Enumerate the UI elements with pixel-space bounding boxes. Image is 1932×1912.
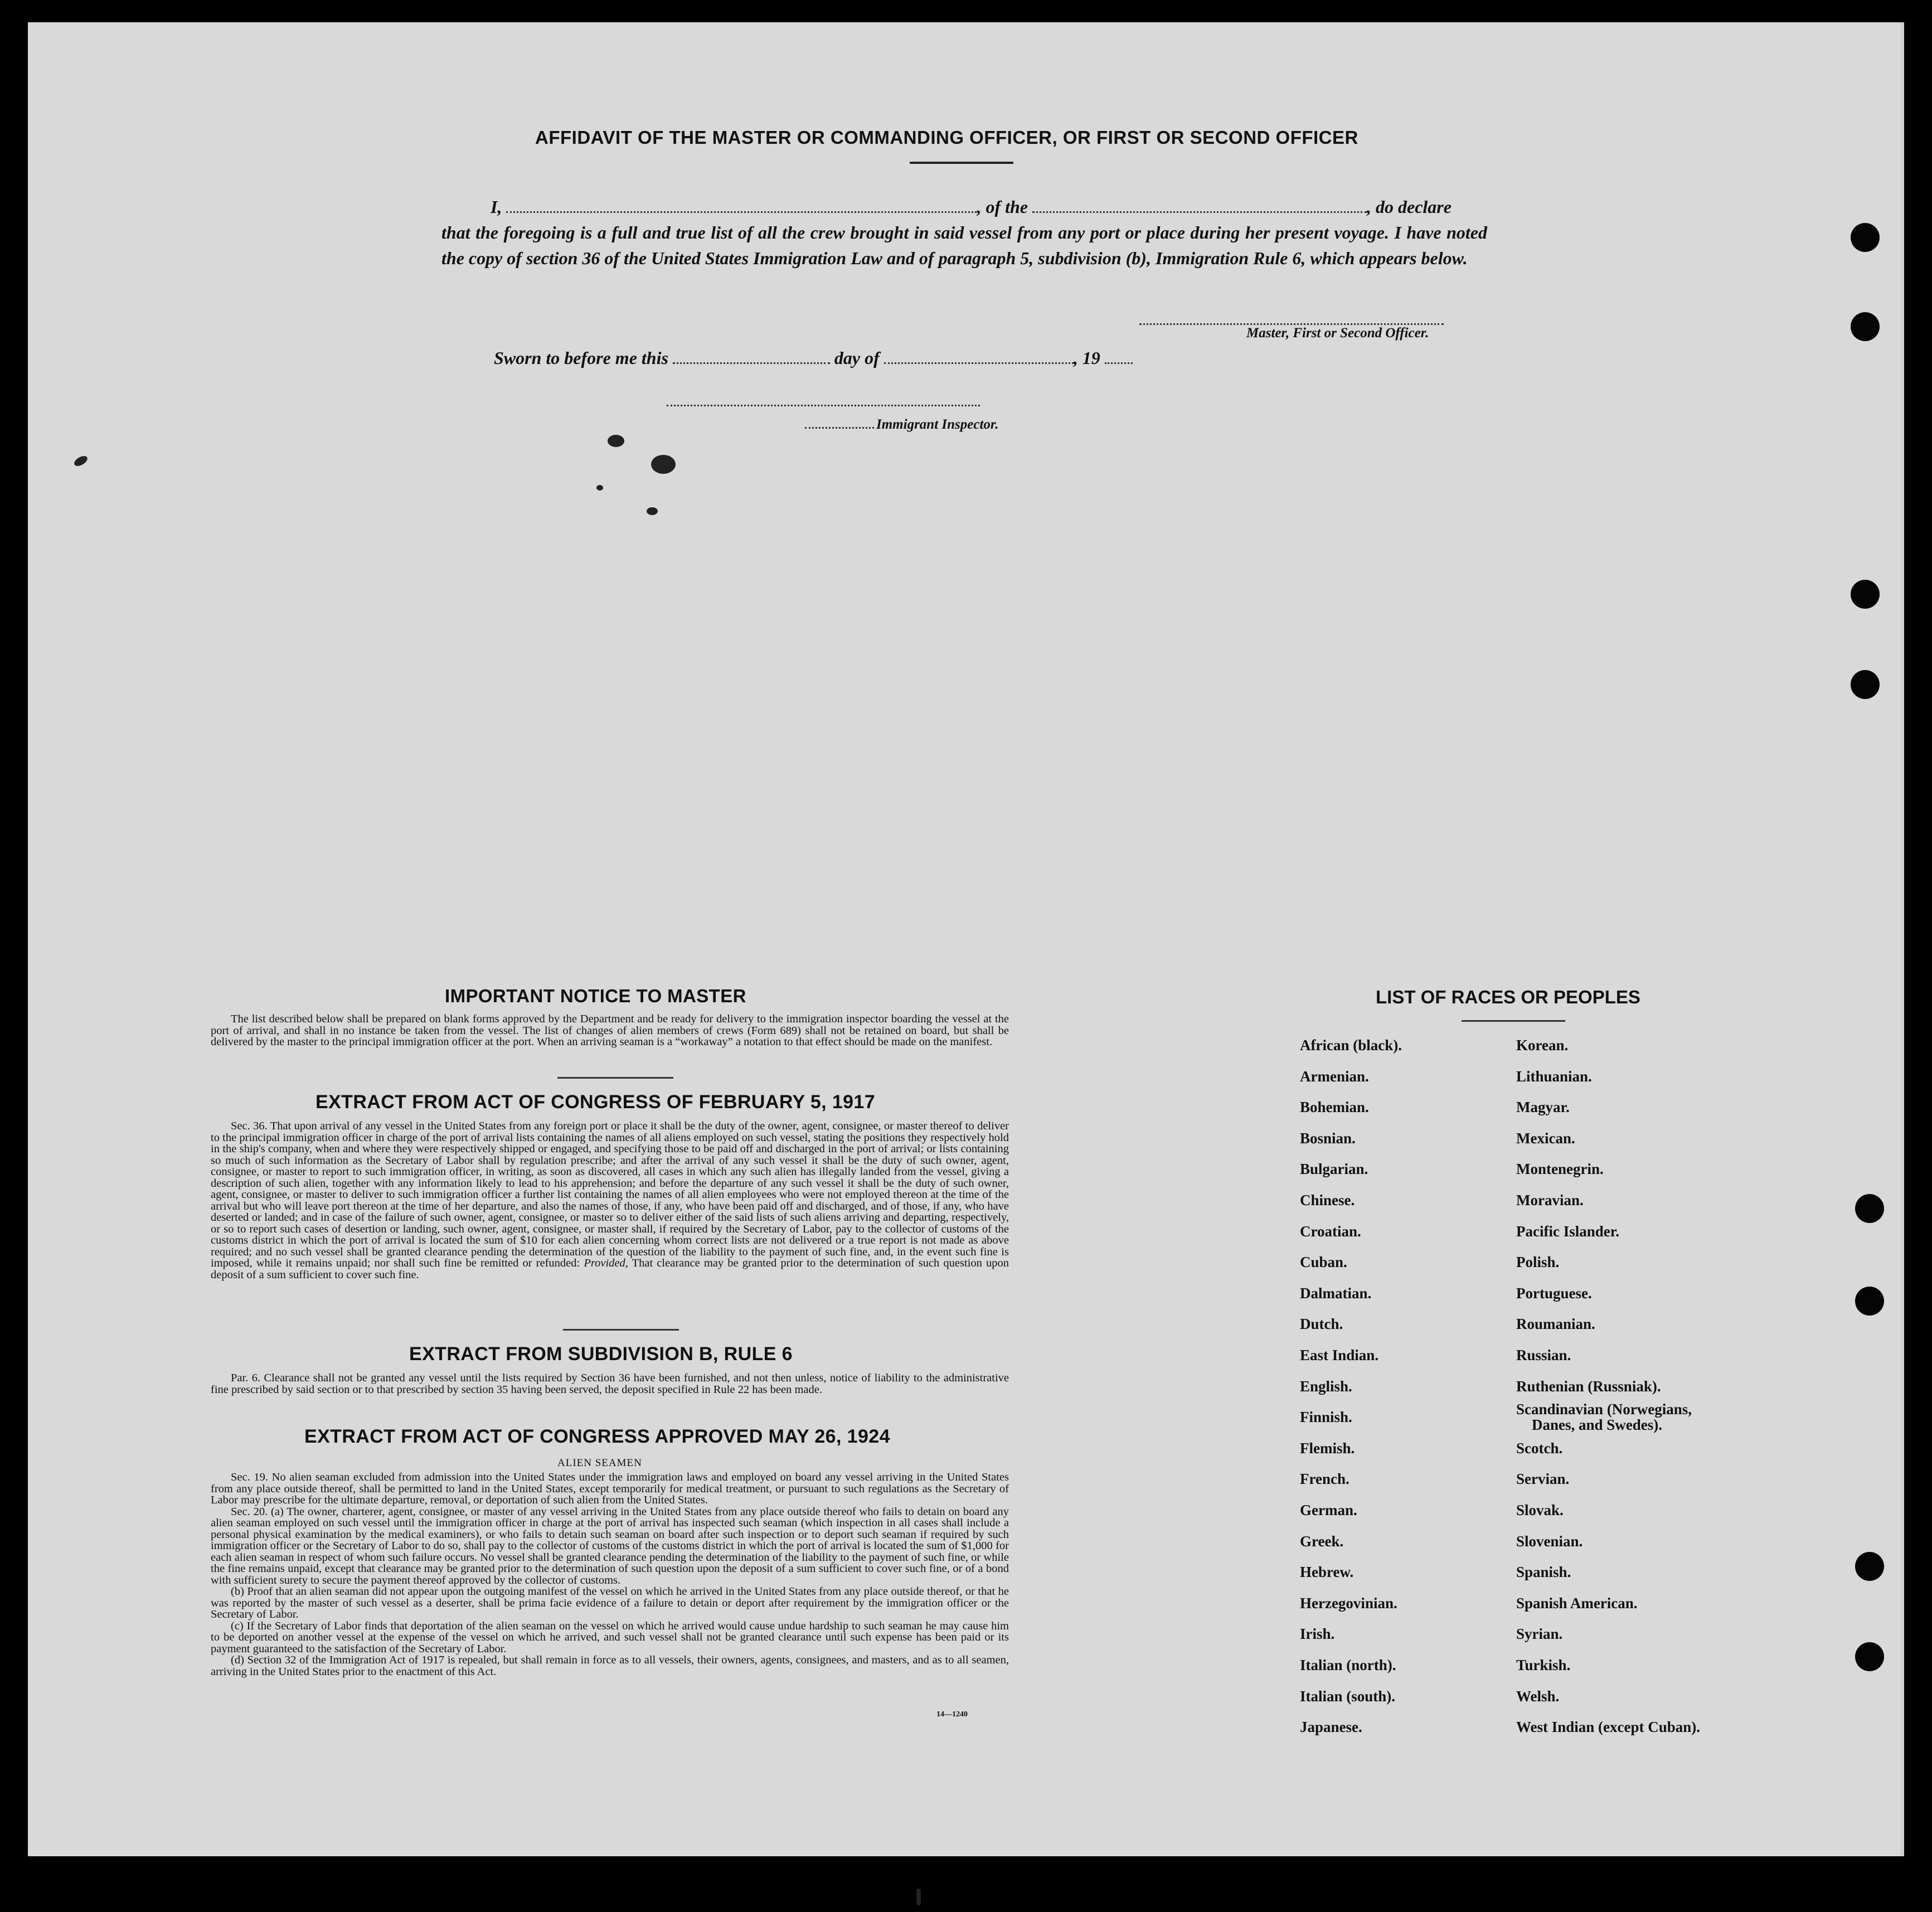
sec20d-paragraph: (d) Section 32 of the Immigration Act of 1917 is repealed, but shall remain in force as to all vessels, their owners, agents, consignees, and masters, and as to all seamen, arriving in the United States prior to the enactment of this Act. xyxy=(211,1654,1009,1678)
race-item: English. xyxy=(1300,1377,1352,1395)
race-item: Bulgarian. xyxy=(1300,1161,1368,1178)
form-number: 14—1240 xyxy=(936,1710,968,1719)
race-item: Chinese. xyxy=(1300,1192,1355,1209)
ink-blot xyxy=(608,435,624,447)
race-item: Flemish. xyxy=(1300,1439,1355,1457)
race-item: Irish. xyxy=(1300,1625,1335,1643)
extract-1917-text xyxy=(211,1120,1009,1280)
extract-1917-title: EXTRACT FROM ACT OF CONGRESS OF FEBRUARY 5, 1917 xyxy=(315,1091,876,1113)
punch-hole xyxy=(1855,1552,1884,1581)
race-item: East Indian. xyxy=(1300,1347,1379,1363)
races-title-rule xyxy=(1462,1020,1565,1022)
race-item: Welsh. xyxy=(1516,1687,1560,1705)
race-item: Herzegovinian. xyxy=(1300,1594,1397,1612)
race-item: Servian. xyxy=(1516,1471,1570,1488)
race-item: Russian. xyxy=(1516,1347,1571,1363)
race-item: Polish. xyxy=(1516,1254,1560,1271)
race-item: Croatian. xyxy=(1300,1222,1361,1240)
sec20c-paragraph: (c) If the Secretary of Labor finds that deportation of the alien seaman on the vessel on which he arrived would cause undue hardship to such seaman he may cause him to be deported on another vessel at the expense of the vessel on which he arrived, and such vessel shall not be granted clearance until such expense has been paid or its payment guaranteed to the satisfaction of the Secretary of Labor. xyxy=(211,1619,1009,1655)
subdivision-b-text xyxy=(211,1372,1009,1395)
extract-1924-text xyxy=(211,1472,1009,1677)
master-signature-line[interactable] xyxy=(1139,323,1444,325)
master-signature-label: Master, First or Second Officer. xyxy=(1246,326,1429,341)
race-item: Italian (north). xyxy=(1300,1657,1396,1673)
punch-hole xyxy=(1855,1194,1884,1223)
sworn-day-of: day of xyxy=(834,348,880,368)
race-item: Dutch. xyxy=(1300,1316,1343,1333)
race-item: Ruthenian (Russniak). xyxy=(1516,1377,1661,1395)
race-item: Magyar. xyxy=(1516,1099,1570,1116)
sec36-text: That upon arrival of any vessel in the United States from any foreign port or place it shall be the duty of the owner, agent, consignee, or master thereof to deliver to the principal immigration officer in charge of the port of arrival lists containing the names of all aliens employed on such vessel, stating the positions they respectively hold in the ship's company, when and where they were respectively shipped or engaged, and specifying those to be paid off and discharged in the port of arrival; or lists containing so much of such information as the Secretary of Labor shall by regulation prescribe; and after the arrival of any such vessel it shall be the duty of such owner, agent, consignee, or master to report to such immigration officer, in writing, as soon as discovered, all cases in which any such alien has illegally landed from the vessel, giving a description of such alien, together with any information likely to lead to his apprehension; and before the departure of any such vessel it shall be the duty of such owner, agent, consignee, or master to deliver to such immigration officer a further list containing the names of all alien employees who were not employed thereon at the time of the arrival but who will leave port thereon at the time of her departure, and also the names of those, if any, who have been paid off and discharged, and of those, if any, who have deserted or landed; and in case of the failure of such owner, agent, consignee, or master so to deliver either of the said lists of such aliens arriving and departing, respectively, or so to report such cases of desertion or landing, such owner, agent, consignee, or master shall, if required by the Secretary of Labor, pay to the collector of customs of the customs district in which the port of arrival is located the sum of $10 for each alien concerning whom correct lists are not delivered or a true report is not made as above required; and no such vessel shall be granted clearance pending the determination of the question of the liability to the payment of such fine, and, in the event such fine is imposed, while it remains unpaid; nor shall such fine be remitted or refunded: xyxy=(211,1120,1009,1269)
race-item: Roumanian. xyxy=(1516,1316,1595,1333)
race-item: German. xyxy=(1300,1502,1357,1518)
sec19-paragraph: Sec. 19. No alien seaman excluded from admission into the United States under the immigration laws and employed on board any vessel arriving in the United States from any place outside thereof, shall be permitted to land in the United States, except temporarily for medical treatment, or pursuant to such regulations as the Secretary of Labor may prescribe for the ultimate departure, removal, or deportation of such alien from the United States. xyxy=(211,1471,1009,1506)
ink-blot xyxy=(651,455,676,474)
races-title: LIST OF RACES OR PEOPLES xyxy=(1376,987,1640,1007)
race-item: Slovak. xyxy=(1516,1502,1564,1518)
punch-hole xyxy=(1851,670,1880,699)
title-rule xyxy=(910,162,1013,164)
sworn-line xyxy=(494,348,1133,368)
extract-1924-title: EXTRACT FROM ACT OF CONGRESS APPROVED MAY 26, 1924 xyxy=(304,1426,890,1447)
alien-seamen-subtitle: ALIEN SEAMEN xyxy=(557,1457,642,1469)
sworn-year: , 19 xyxy=(1073,348,1100,368)
race-item: Bohemian. xyxy=(1300,1099,1369,1116)
race-item: Scotch. xyxy=(1516,1439,1563,1457)
race-item: West Indian (except Cuban). xyxy=(1516,1719,1701,1736)
notice-title: IMPORTANT NOTICE TO MASTER xyxy=(445,986,746,1006)
punch-hole xyxy=(1851,580,1880,609)
race-item: Hebrew. xyxy=(1300,1564,1354,1581)
race-item: Moravian. xyxy=(1516,1192,1584,1209)
race-item: African (black). xyxy=(1300,1037,1402,1054)
race-item: Italian (south). xyxy=(1300,1687,1396,1705)
ink-blot xyxy=(916,1889,921,1905)
rank-blank[interactable] xyxy=(1032,199,1367,213)
sec36-text-end: That clearance may be granted prior to the determination of such question upon deposit of a sum sufficient to cover such fine. xyxy=(211,1257,1009,1281)
inspector-signature-line[interactable] xyxy=(667,405,980,406)
ink-blot xyxy=(596,485,603,491)
race-item: Syrian. xyxy=(1516,1625,1563,1643)
race-item: Bosnian. xyxy=(1300,1129,1356,1147)
race-item: Greek. xyxy=(1300,1532,1344,1550)
race-item: French. xyxy=(1300,1471,1350,1488)
race-item: Slovenian. xyxy=(1516,1532,1583,1550)
section-rule xyxy=(563,1329,679,1331)
notice-text xyxy=(211,1013,1009,1048)
race-item: Montenegrin. xyxy=(1516,1161,1604,1178)
race-item: Pacific Islander. xyxy=(1516,1222,1619,1240)
affidavit-statement-text: that the foregoing is a full and true list of all the crew brought in said vessel from any port or place during her present voyage. I have noted the copy of section 36 of the United States Immigration Law and of paragraph 5, subdivision (b), Immigration Rule 6, which appears below. xyxy=(441,222,1487,268)
inspector-lead-dots xyxy=(805,420,874,429)
ink-blot xyxy=(647,507,658,515)
punch-hole xyxy=(1855,1642,1884,1671)
race-item: Japanese. xyxy=(1300,1719,1362,1736)
affidavit-title: AFFIDAVIT OF THE MASTER OR COMMANDING OFFICER, OR FIRST OR SECOND OFFICER xyxy=(535,127,1358,148)
declaration-i: I, xyxy=(491,197,502,217)
race-item: Mexican. xyxy=(1516,1129,1575,1147)
sec36-label: Sec. 36. xyxy=(231,1120,268,1132)
section-rule xyxy=(557,1077,673,1079)
race-item: Dalmatian. xyxy=(1300,1284,1372,1302)
race-item: Spanish. xyxy=(1516,1564,1571,1581)
race-item: Korean. xyxy=(1516,1037,1569,1054)
race-item: Scandinavian (Norwegians, xyxy=(1516,1401,1692,1418)
inspector-label: Immigrant Inspector. xyxy=(876,417,999,432)
affidavit-declaration-line xyxy=(441,194,1487,220)
notice-paragraph: The list described below shall be prepared on blank forms approved by the Department and be ready for delivery to the immigration inspector boarding the vessel at the port of arrival, and shall in no instance be taken from the vessel. The list of changes of alien members of crews (Form 689) shall not be retained on board, but shall be delivered by the master to the principal immigration officer at the port. When an arriving seaman is a “workaway” a notation to that effect should be made on the manifest. xyxy=(211,1013,1009,1048)
race-item-continuation: Danes, and Swedes). xyxy=(1532,1416,1663,1434)
sec20a-paragraph: Sec. 20. (a) The owner, charterer, agent, consignee, or master of any vessel arriving in the United States from any place outside thereof who fails to detain on board any alien seaman employed on such vessel until the immigration officer in charge at the port of arrival has inspected such seaman (which inspection in all cases shall include a personal physical examination by the medical examiners), or who fails to detain such seaman on board after such inspection or to deport such seaman if required by such immigration officer or the Secretary of Labor to do so, shall pay to the collector of customs of the customs district in which the port of arrival is located the sum of $1,000 for each alien seaman in respect of whom such failure occurs. No vessel shall be granted clearance pending the determination of the liability to the payment of such fine, or while the fine remains unpaid, except that clearance may be granted prior to the determination of such question upon the deposit of a sum sufficient to cover such fine, or of a bond with sufficient surety to secure the payment thereof approved by the collector of customs. xyxy=(211,1505,1009,1586)
sworn-year-blank[interactable] xyxy=(1105,350,1133,364)
sworn-prefix: Sworn to before me this xyxy=(494,348,668,368)
punch-hole xyxy=(1851,223,1880,252)
provided-word: Provided, xyxy=(584,1257,628,1269)
subdivision-b-title: EXTRACT FROM SUBDIVISION B, RULE 6 xyxy=(409,1343,793,1365)
sworn-day-blank[interactable] xyxy=(673,350,830,364)
race-item: Armenian. xyxy=(1300,1067,1369,1085)
name-blank[interactable] xyxy=(506,199,977,213)
sworn-month-blank[interactable] xyxy=(884,350,1074,364)
race-item: Cuban. xyxy=(1300,1254,1347,1271)
punch-hole xyxy=(1855,1287,1884,1316)
sec20b-paragraph: (b) Proof that an alien seaman did not appear upon the outgoing manifest of the vessel on which he arrived in the United States from any place outside thereof, or that he was reported by the master of such vessel as a deserter, shall be prima facie evidence of a failure to detain or deport after requirement by the immigration officer or the Secretary of Labor. xyxy=(211,1585,1009,1620)
declaration-of-the: , of the xyxy=(977,197,1028,217)
punch-hole xyxy=(1851,312,1880,341)
race-item: Portuguese. xyxy=(1516,1284,1592,1302)
race-item: Turkish. xyxy=(1516,1657,1571,1673)
race-item: Lithuanian. xyxy=(1516,1067,1592,1085)
declaration-declare: , do declare xyxy=(1367,197,1452,217)
race-item: Spanish American. xyxy=(1516,1594,1638,1612)
subdivision-b-paragraph: Par. 6. Clearance shall not be granted any vessel until the lists required by Section 36 have been furnished, and not then unless, notice of liability to the administrative fine prescribed by said section or to that prescribed by section 35 having been served, the deposit specified in Rule 22 has been made. xyxy=(211,1372,1009,1396)
affidavit-statement xyxy=(441,194,1487,271)
inspector-signature-row xyxy=(805,417,999,433)
race-item: Finnish. xyxy=(1300,1409,1352,1426)
